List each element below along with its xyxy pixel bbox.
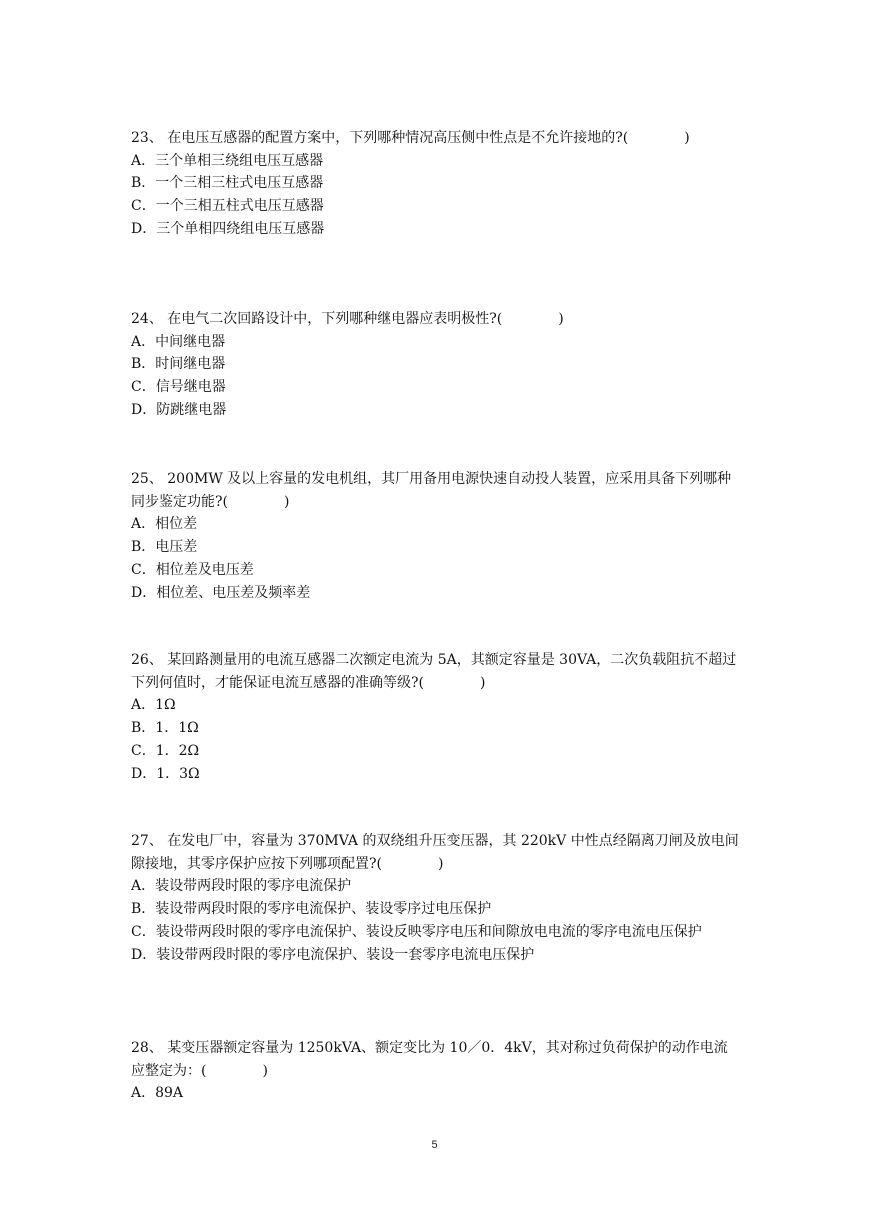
option-c: C．装设带两段时限的零序电流保护、装设反映零序电压和间隙放电电流的零序电流电压保护	[131, 923, 702, 940]
option-c: C．信号继电器	[131, 379, 226, 396]
question-stem: 28、 某变压器额定容量为 1250kVA、额定变比为 10／0．4kV，其对称过负荷保护的动作电流应整定为：( )	[131, 1040, 728, 1079]
option-c: C．1．2Ω	[131, 742, 200, 759]
option-d: D．1．3Ω	[131, 765, 200, 782]
option-b: B．一个三相三柱式电压互感器	[131, 175, 324, 192]
question-25	[131, 468, 741, 604]
option-b: B．电压差	[131, 539, 198, 556]
option-d: D．防跳继电器	[131, 401, 227, 418]
options-list	[131, 331, 741, 422]
options-list	[131, 875, 741, 966]
question-23	[131, 127, 741, 241]
question-28	[131, 1037, 741, 1105]
question-stem: 26、 某回路测量用的电流互感器二次额定电流为 5A，其额定容量是 30VA，二次负载阻抗不超过下列何值时，才能保证电流互感器的准确等级?( )	[131, 652, 737, 691]
question-stem: 27、 在发电厂中，容量为 370MVA 的双绕组升压变压器，其 220kV 中性点经隔离刀闸及放电间隙接地，其零序保护应按下列哪项配置?( )	[131, 833, 739, 872]
option-b: B．1．1Ω	[131, 720, 199, 737]
option-b: B．装设带两段时限的零序电流保护、装设零序过电压保护	[131, 901, 492, 918]
option-d: D．装设带两段时限的零序电流保护、装设一套零序电流电压保护	[131, 946, 535, 963]
option-d: D．三个单相四绕组电压互感器	[131, 220, 325, 237]
page-number: 5	[431, 1139, 438, 1151]
question-stem: 24、 在电气二次回路设计中，下列哪种继电器应表明极性?( )	[131, 311, 564, 327]
option-c: C．相位差及电压差	[131, 561, 254, 578]
options-list	[131, 513, 741, 604]
question-26	[131, 649, 741, 785]
option-a: A．1Ω	[131, 697, 176, 714]
option-a: A．相位差	[131, 516, 198, 533]
option-d: D．相位差、电压差及频率差	[131, 584, 311, 601]
options-list	[131, 150, 741, 241]
question-stem: 23、 在电压互感器的配置方案中，下列哪种情况高压侧中性点是不允许接地的?( )	[131, 130, 690, 146]
question-stem: 25、 200MW 及以上容量的发电机组，其厂用备用电源快速自动投人装置，应采用具备下列哪种同步鉴定功能?( )	[131, 471, 732, 510]
option-a: A．三个单相三绕组电压互感器	[131, 152, 324, 169]
option-a: A．中间继电器	[131, 333, 226, 350]
options-list	[131, 694, 741, 785]
question-24	[131, 308, 741, 422]
option-c: C．一个三相五柱式电压互感器	[131, 198, 324, 215]
option-a: A．装设带两段时限的零序电流保护	[131, 878, 352, 895]
options-list	[131, 1082, 741, 1105]
option-b: B．时间继电器	[131, 356, 226, 373]
question-27	[131, 830, 741, 966]
option-a: A．89A	[131, 1085, 184, 1102]
